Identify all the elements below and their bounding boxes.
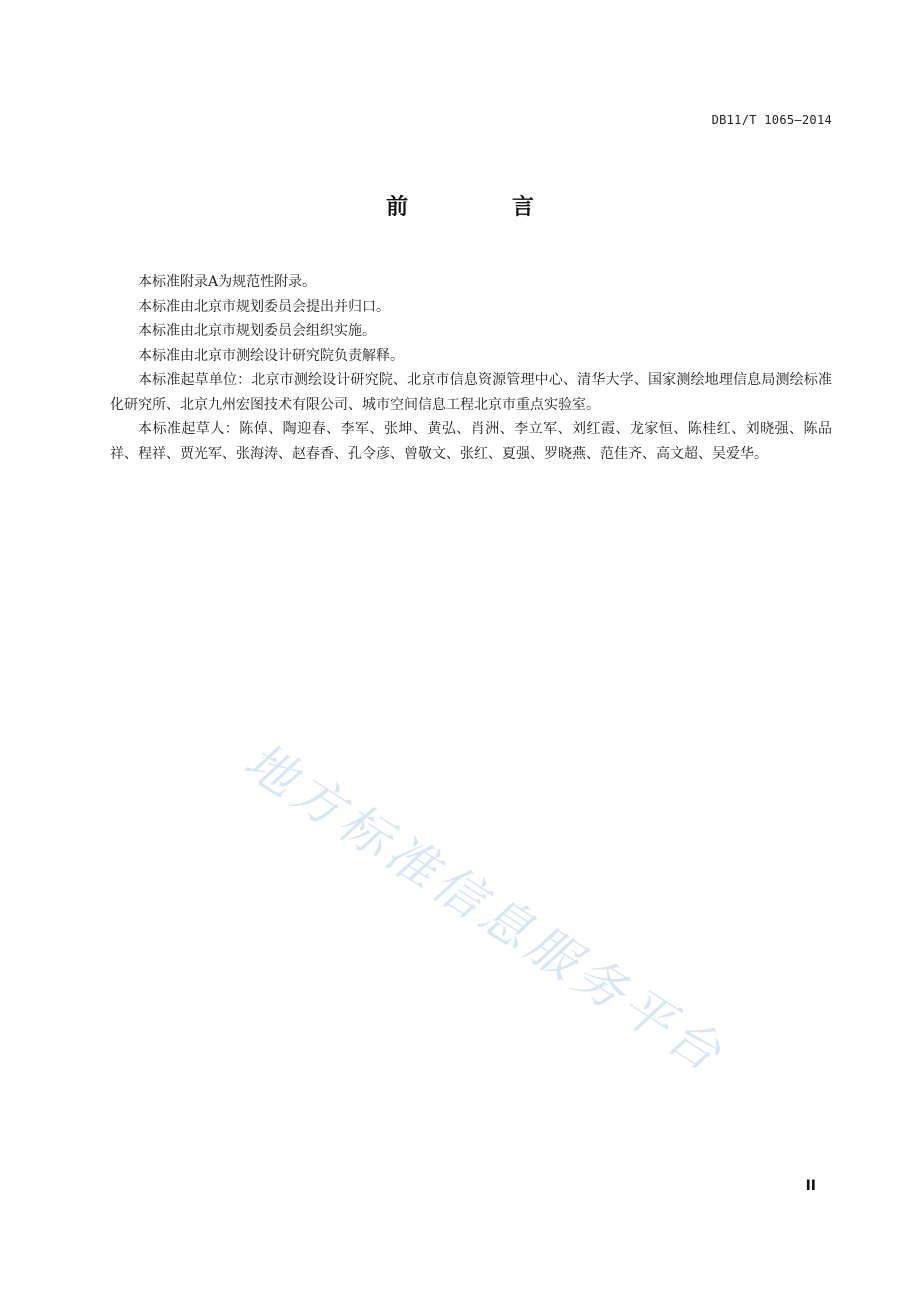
page-number: II [805,1178,816,1194]
watermark: 地方标准信息服务平台 [234,731,736,1086]
paragraph-appendix: 本标准附录A为规范性附录。 [138,274,317,290]
standard-code: DB11/T 1065—2014 [711,113,832,127]
paragraph-drafting-units: 本标准起草单位：北京市测绘设计研究院、北京市信息资源管理中心、清华大学、国家测绘地理信息局测绘标准化研究所、北京九州宏图技术有限公司、城市空间信息工程北京市重点实验室。 [110,372,832,413]
paragraph-organizer: 本标准由北京市规划委员会组织实施。 [138,323,376,339]
foreword-body [110,270,832,466]
paragraph-proposer: 本标准由北京市规划委员会提出并归口。 [138,298,390,315]
paragraph-drafters: 本标准起草人：陈倬、陶迎春、李军、张坤、黄弘、肖洲、李立军、刘红霞、龙家恒、陈桂红、刘晓强、陈品祥、程祥、贾光军、张海涛、赵春香、孔令彦、曾敬文、张红、夏强、罗晓燕、范佳齐、高文超、吴爱华。 [110,421,832,462]
paragraph-interpreter: 本标准由北京市测绘设计研究院负责解释。 [138,347,404,364]
page-title: 前 言 [386,195,582,220]
